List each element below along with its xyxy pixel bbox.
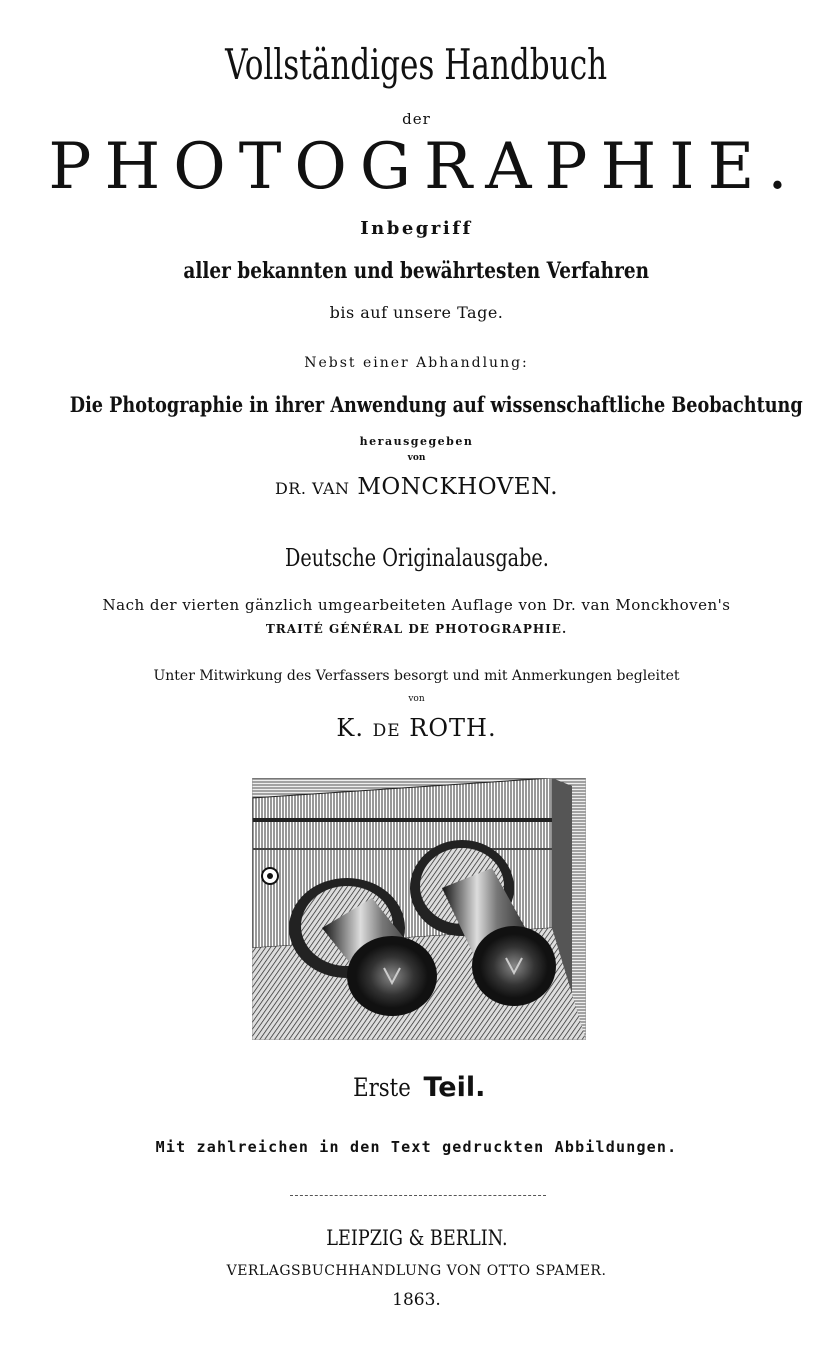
subtitle-continuation: bis auf unsere Tage. (329, 303, 504, 322)
title-connector: der (402, 110, 431, 128)
stereo-camera-lenses-engraving (252, 778, 586, 1040)
source-work-title: TRAITÉ GÉNÉRAL DE PHOTOGRAPHIE. (265, 622, 568, 636)
volume-handwritten: Teil. (423, 1072, 486, 1103)
editor-surname: ROTH. (409, 714, 497, 742)
von-line-2: von (408, 694, 425, 704)
book-title: Vollständiges Handbuch (225, 40, 608, 89)
volume-printed: Erste (352, 1073, 411, 1102)
author-surname: MONCKHOVEN. (357, 474, 559, 500)
illustrations-note: Mit zahlreichen in den Text gedruckten Abbildungen. (155, 1138, 678, 1156)
place-of-publication: LEIPZIG & BERLIN. (325, 1226, 508, 1250)
editor-initial: K. (336, 714, 364, 742)
edition-line: Deutsche Originalausgabe. (284, 544, 549, 572)
subtitle: aller bekannten und bewährtesten Verfahren (183, 258, 650, 284)
divider-rule (290, 1195, 546, 1196)
nebst-line: Nebst einer Abhandlung: (304, 355, 529, 371)
volume-line (0, 1072, 833, 1103)
von-line-1: von (407, 453, 426, 463)
publisher: VERLAGSBUCHHANDLUNG VON OTTO SPAMER. (226, 1263, 607, 1279)
main-title: PHOTOGRAPHIE. (48, 130, 801, 204)
collaboration-line: Unter Mitwirkung des Verfassers besorgt und mit Anmerkungen begleitet (153, 668, 680, 684)
editor-particle: DE (372, 721, 401, 741)
herausgegeben-line: herausgegeben (359, 435, 474, 448)
inbegriff-line: Inbegriff (360, 218, 473, 239)
author-name (0, 474, 833, 500)
source-edition-line: Nach der vierten gänzlich umgearbeiteten Auflage von Dr. van Monckhoven's (102, 596, 731, 614)
treatise-title: Die Photographie in ihrer Anwendung auf wissenschaftliche Beobachtung (69, 392, 803, 417)
author-prefix: DR. VAN (274, 479, 350, 498)
publication-year: 1863. (392, 1290, 441, 1310)
editor-name (0, 714, 833, 742)
